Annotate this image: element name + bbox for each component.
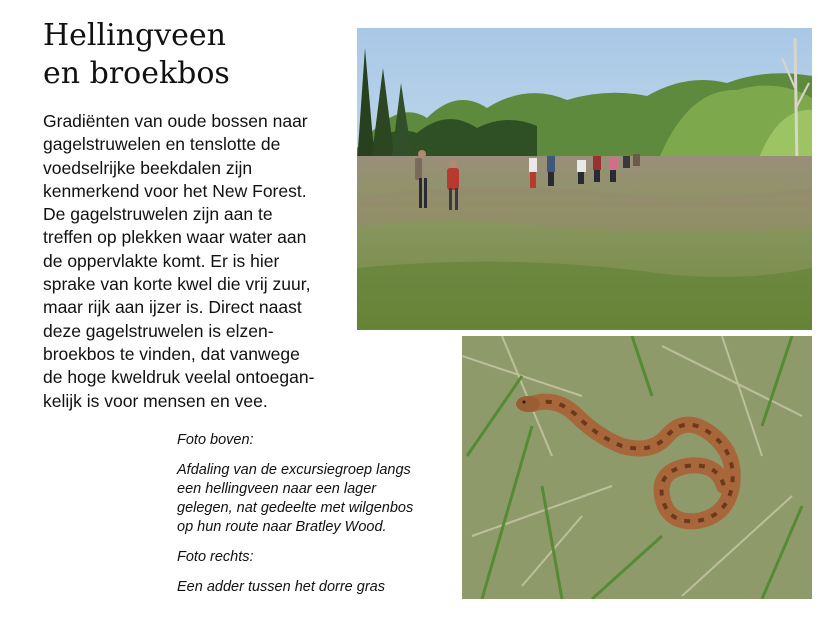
page-title-line-2: en broekbos xyxy=(43,56,230,91)
body-line: voedselrijke beekdalen zijn xyxy=(43,157,253,178)
adder-illustration xyxy=(462,336,812,599)
body-line: deze gagelstruwelen is elzen- xyxy=(43,320,274,341)
photo-adder-in-grass xyxy=(462,336,812,599)
body-line: gagelstruwelen en tenslotte de xyxy=(43,134,281,155)
caption-top-heading: Foto boven: xyxy=(177,432,254,448)
photo-heathland-excursion xyxy=(357,28,812,330)
page-title-line-1: Hellingveen xyxy=(43,18,227,53)
caption-line: gelegen, nat gedeelte met wilgenbos xyxy=(177,500,414,516)
photo-captions xyxy=(177,431,457,608)
caption-line: op hun route naar Bratley Wood. xyxy=(177,519,387,535)
body-line: treffen op plekken waar water aan xyxy=(43,227,307,248)
caption-right-heading: Foto rechts: xyxy=(177,549,254,565)
caption-line: Afdaling van de excursiegroep langs xyxy=(177,462,411,478)
caption-top-text xyxy=(177,461,457,537)
body-line: sprake van korte kwel die vrij zuur, xyxy=(43,274,311,295)
body-line: broekbos te vinden, dat vanwege xyxy=(43,343,300,364)
body-line: de oppervlakte komt. Er is hier xyxy=(43,250,280,271)
body-line: Gradiënten van oude bossen naar xyxy=(43,111,308,131)
body-line: De gagelstruwelen zijn aan te xyxy=(43,204,273,225)
heathland-illustration xyxy=(357,28,812,330)
body-line: kelijk is voor mensen en vee. xyxy=(43,390,268,411)
body-line: maar rijk aan ijzer is. Direct naast xyxy=(43,297,302,318)
body-paragraph xyxy=(43,110,353,413)
page-title xyxy=(43,17,230,93)
body-line: kenmerkend voor het New Forest. xyxy=(43,180,307,201)
caption-line: een hellingveen naar een lager xyxy=(177,481,377,497)
caption-right-text: Een adder tussen het dorre gras xyxy=(177,579,385,595)
body-line: de hoge kweldruk veelal ontoegan- xyxy=(43,367,315,388)
